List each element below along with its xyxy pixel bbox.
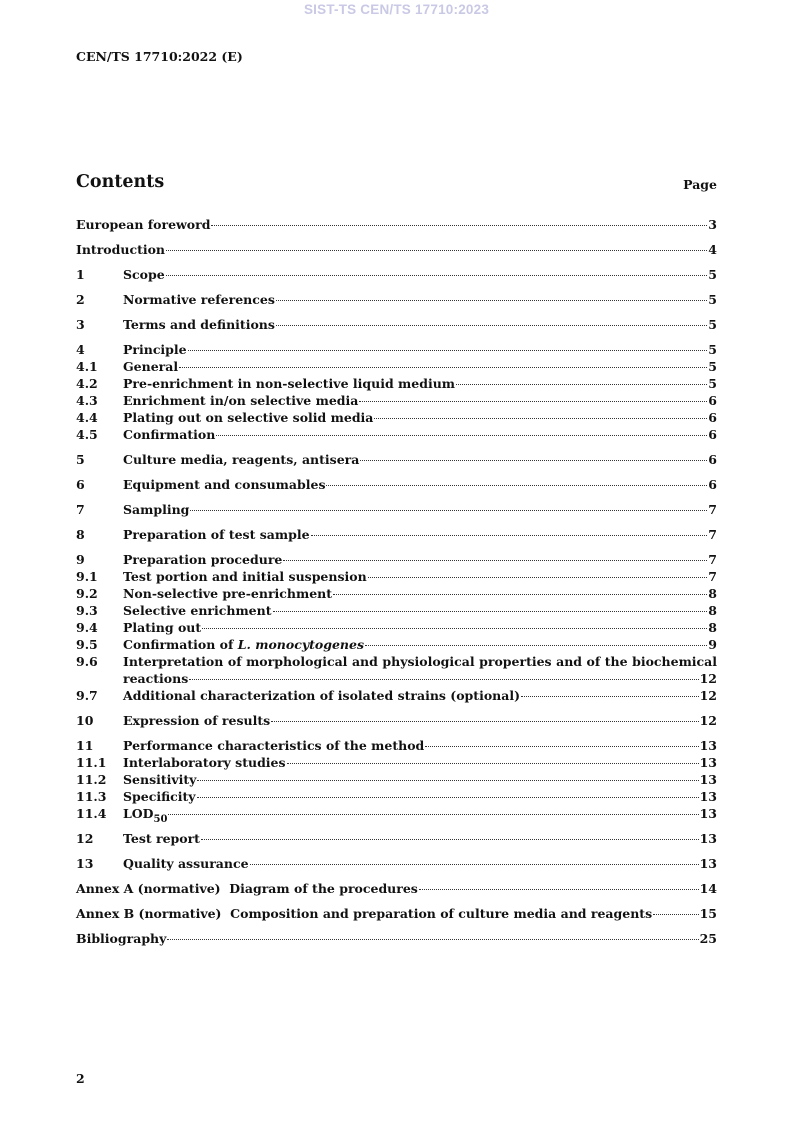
toc-page: 4 (708, 242, 717, 257)
page-column-label: Page (683, 177, 717, 192)
toc-page: 13 (699, 738, 717, 753)
toc-page: 25 (699, 931, 717, 946)
toc-title: Interlaboratory studies (123, 755, 286, 770)
toc-title: Confirmation (123, 427, 216, 442)
toc-entry-7[interactable] (76, 501, 717, 518)
toc-entry-9-6-line1[interactable] (76, 653, 717, 670)
page-number: 2 (76, 1071, 85, 1086)
toc-number: 6 (76, 477, 85, 492)
toc-entry-5[interactable] (76, 451, 717, 468)
leader-dots (311, 535, 708, 536)
toc-page: 6 (708, 410, 717, 425)
toc-entry-13[interactable] (76, 855, 717, 872)
toc-number: 12 (76, 831, 94, 846)
toc-title: Principle (123, 342, 187, 357)
toc-title: Non-selective pre-enrichment (123, 586, 333, 601)
toc-page: 13 (699, 755, 717, 770)
leader-dots (197, 780, 698, 781)
toc-title: Sensitivity (123, 772, 197, 787)
toc-entry-9-5[interactable] (76, 636, 717, 653)
toc-number: 10 (76, 713, 94, 728)
lod-label: LOD (123, 806, 154, 821)
toc-entry-4-5[interactable] (76, 426, 717, 443)
toc-entry-9-4[interactable] (76, 619, 717, 636)
leader-dots (276, 325, 707, 326)
toc-entry-introduction[interactable] (76, 241, 717, 258)
toc-entry-11-4[interactable] (76, 805, 717, 825)
toc-number: 7 (76, 502, 85, 517)
contents-heading: Contents (76, 172, 165, 192)
toc-page: 6 (708, 393, 717, 408)
toc-number: 4.1 (76, 359, 98, 374)
leader-dots (521, 696, 699, 697)
leader-dots (359, 401, 707, 402)
leader-dots (283, 560, 707, 561)
toc-entry-12[interactable] (76, 830, 717, 847)
leader-dots (202, 628, 707, 629)
toc-page: 13 (699, 772, 717, 787)
toc-title: Specificity (123, 789, 196, 804)
toc-number: 9.6 (76, 654, 98, 669)
toc-title: Scope (123, 267, 165, 282)
leader-dots (276, 300, 707, 301)
toc-entry-european-foreword[interactable] (76, 216, 717, 233)
toc-number: 11.4 (76, 806, 107, 821)
toc-title (123, 805, 167, 824)
toc-number: 8 (76, 527, 85, 542)
leader-dots (166, 275, 708, 276)
leader-dots (179, 367, 707, 368)
toc-number: 9.4 (76, 620, 98, 635)
toc-entry-9-2[interactable] (76, 585, 717, 602)
toc-title: Plating out (123, 620, 202, 635)
toc-entry-9-6-line2[interactable] (76, 670, 717, 687)
toc-number: 11 (76, 738, 94, 753)
toc-page: 12 (699, 713, 717, 728)
toc-entry-4-1[interactable] (76, 358, 717, 375)
toc-number: 11.2 (76, 772, 107, 787)
lod-subscript: 50 (153, 814, 168, 825)
toc-entry-4-2[interactable] (76, 375, 717, 392)
toc-entry-9-3[interactable] (76, 602, 717, 619)
toc-page: 13 (699, 831, 717, 846)
toc-page: 5 (708, 267, 717, 282)
toc-number: 11.3 (76, 789, 107, 804)
toc-number: 5 (76, 452, 85, 467)
leader-dots (365, 645, 707, 646)
toc-number: 4.2 (76, 376, 98, 391)
watermark: SIST-TS CEN/TS 17710:2023 (303, 2, 490, 17)
toc-title: General (123, 359, 179, 374)
toc-entry-11[interactable] (76, 737, 717, 754)
toc-entry-annex-a[interactable] (76, 880, 717, 897)
toc-title: Pre-enrichment in non-selective liquid medium (123, 376, 456, 391)
toc-number: 2 (76, 292, 85, 307)
toc-number: 9.3 (76, 603, 98, 618)
toc-page: 7 (708, 527, 717, 542)
toc-page: 5 (708, 292, 717, 307)
leader-dots (374, 418, 707, 419)
leader-dots (168, 814, 698, 815)
toc-entry-8[interactable] (76, 526, 717, 543)
document-id: CEN/TS 17710:2022 (E) (76, 49, 243, 64)
leader-dots (216, 435, 707, 436)
toc-number: 11.1 (76, 755, 107, 770)
leader-dots (250, 864, 699, 865)
leader-dots (166, 250, 707, 251)
toc-title: Preparation of test sample (123, 527, 310, 542)
toc-entry-4-3[interactable] (76, 392, 717, 409)
toc-number: 3 (76, 317, 85, 332)
toc-page: 5 (708, 342, 717, 357)
toc-title: Test portion and initial suspension (123, 569, 367, 584)
toc-entry-4-4[interactable] (76, 409, 717, 426)
toc-title: Enrichment in/on selective media (123, 393, 359, 408)
toc-page: 3 (708, 217, 717, 232)
leader-dots (425, 746, 698, 747)
toc-page: 12 (699, 688, 717, 703)
toc-page: 6 (708, 477, 717, 492)
toc-entry-1[interactable] (76, 266, 717, 283)
toc-title-prefix: Confirmation of (123, 637, 238, 652)
toc-title: Bibliography (76, 931, 167, 946)
toc-title: Additional characterization of isolated strains (optional) (123, 688, 521, 703)
toc-title (123, 636, 364, 653)
toc-page: 6 (708, 452, 717, 467)
leader-dots (368, 577, 708, 578)
leader-dots (167, 939, 698, 940)
toc-page: 9 (708, 637, 717, 652)
toc-number: 9.7 (76, 688, 98, 703)
toc-title: Annex A (normative) Diagram of the procedures (76, 881, 418, 896)
toc-title: Interpretation of morphological and physiological properties and of the biochemical (123, 654, 717, 669)
toc-title: Annex B (normative) Composition and preparation of culture media and reagents (76, 906, 653, 921)
toc-title: European foreword (76, 217, 211, 232)
leader-dots (326, 485, 707, 486)
leader-dots (271, 721, 698, 722)
toc-number: 13 (76, 856, 94, 871)
toc-page: 5 (708, 359, 717, 374)
toc-entry-10[interactable] (76, 712, 717, 729)
leader-dots (188, 350, 708, 351)
toc-number: 9.2 (76, 586, 98, 601)
toc-title: Culture media, reagents, antisera (123, 452, 360, 467)
toc-entry-6[interactable] (76, 476, 717, 493)
toc-page: 6 (708, 427, 717, 442)
toc-title: Test report (123, 831, 200, 846)
toc-title: Sampling (123, 502, 190, 517)
leader-dots (190, 510, 707, 511)
toc-page: 8 (708, 586, 717, 601)
toc-entry-annex-b[interactable] (76, 905, 717, 922)
toc-entry-9[interactable] (76, 551, 717, 568)
toc-entry-4[interactable] (76, 341, 717, 358)
toc-number: 9.5 (76, 637, 98, 652)
toc-title: Performance characteristics of the method (123, 738, 425, 753)
toc-title: Introduction (76, 242, 166, 257)
toc-entry-9-1[interactable] (76, 568, 717, 585)
toc-title: Terms and definitions (123, 317, 275, 332)
leader-dots (653, 914, 698, 915)
toc-number: 4 (76, 342, 85, 357)
leader-dots (456, 384, 707, 385)
toc-title: Quality assurance (123, 856, 249, 871)
toc-page: 5 (708, 376, 717, 391)
toc-number: 4.5 (76, 427, 98, 442)
toc-page: 8 (708, 620, 717, 635)
toc-title: Plating out on selective solid media (123, 410, 374, 425)
leader-dots (189, 679, 698, 680)
toc-page: 7 (708, 552, 717, 567)
toc-page: 13 (699, 856, 717, 871)
leader-dots (273, 611, 708, 612)
leader-dots (333, 594, 707, 595)
toc-number: 4.3 (76, 393, 98, 408)
toc-entry-3[interactable] (76, 316, 717, 333)
toc-entry-2[interactable] (76, 291, 717, 308)
toc-title: Preparation procedure (123, 552, 283, 567)
leader-dots (360, 460, 707, 461)
toc-title: Normative references (123, 292, 275, 307)
species-name: L. monocytogenes (237, 637, 364, 652)
toc-entry-11-1[interactable] (76, 754, 717, 771)
toc-page: 7 (708, 502, 717, 517)
toc-page: 8 (708, 603, 717, 618)
toc-number: 9 (76, 552, 85, 567)
toc-page: 5 (708, 317, 717, 332)
toc-title: Equipment and consumables (123, 477, 326, 492)
leader-dots (287, 763, 699, 764)
leader-dots (419, 889, 699, 890)
toc-number: 4.4 (76, 410, 98, 425)
toc-page: 13 (699, 806, 717, 821)
toc-entry-bibliography[interactable] (76, 930, 717, 947)
toc-entry-9-7[interactable] (76, 687, 717, 704)
toc-page: 15 (699, 906, 717, 921)
toc-title: Expression of results (123, 713, 271, 728)
toc-page: 12 (699, 671, 717, 686)
leader-dots (197, 797, 699, 798)
toc-entry-11-3[interactable] (76, 788, 717, 805)
toc-page: 14 (699, 881, 717, 896)
leader-dots (211, 225, 707, 226)
toc-number: 9.1 (76, 569, 98, 584)
toc-entry-11-2[interactable] (76, 771, 717, 788)
table-of-contents (76, 216, 717, 947)
toc-page: 13 (699, 789, 717, 804)
toc-number: 1 (76, 267, 85, 282)
toc-page: 7 (708, 569, 717, 584)
leader-dots (201, 839, 699, 840)
toc-title: Selective enrichment (123, 603, 272, 618)
toc-title-continuation: reactions (123, 671, 189, 686)
